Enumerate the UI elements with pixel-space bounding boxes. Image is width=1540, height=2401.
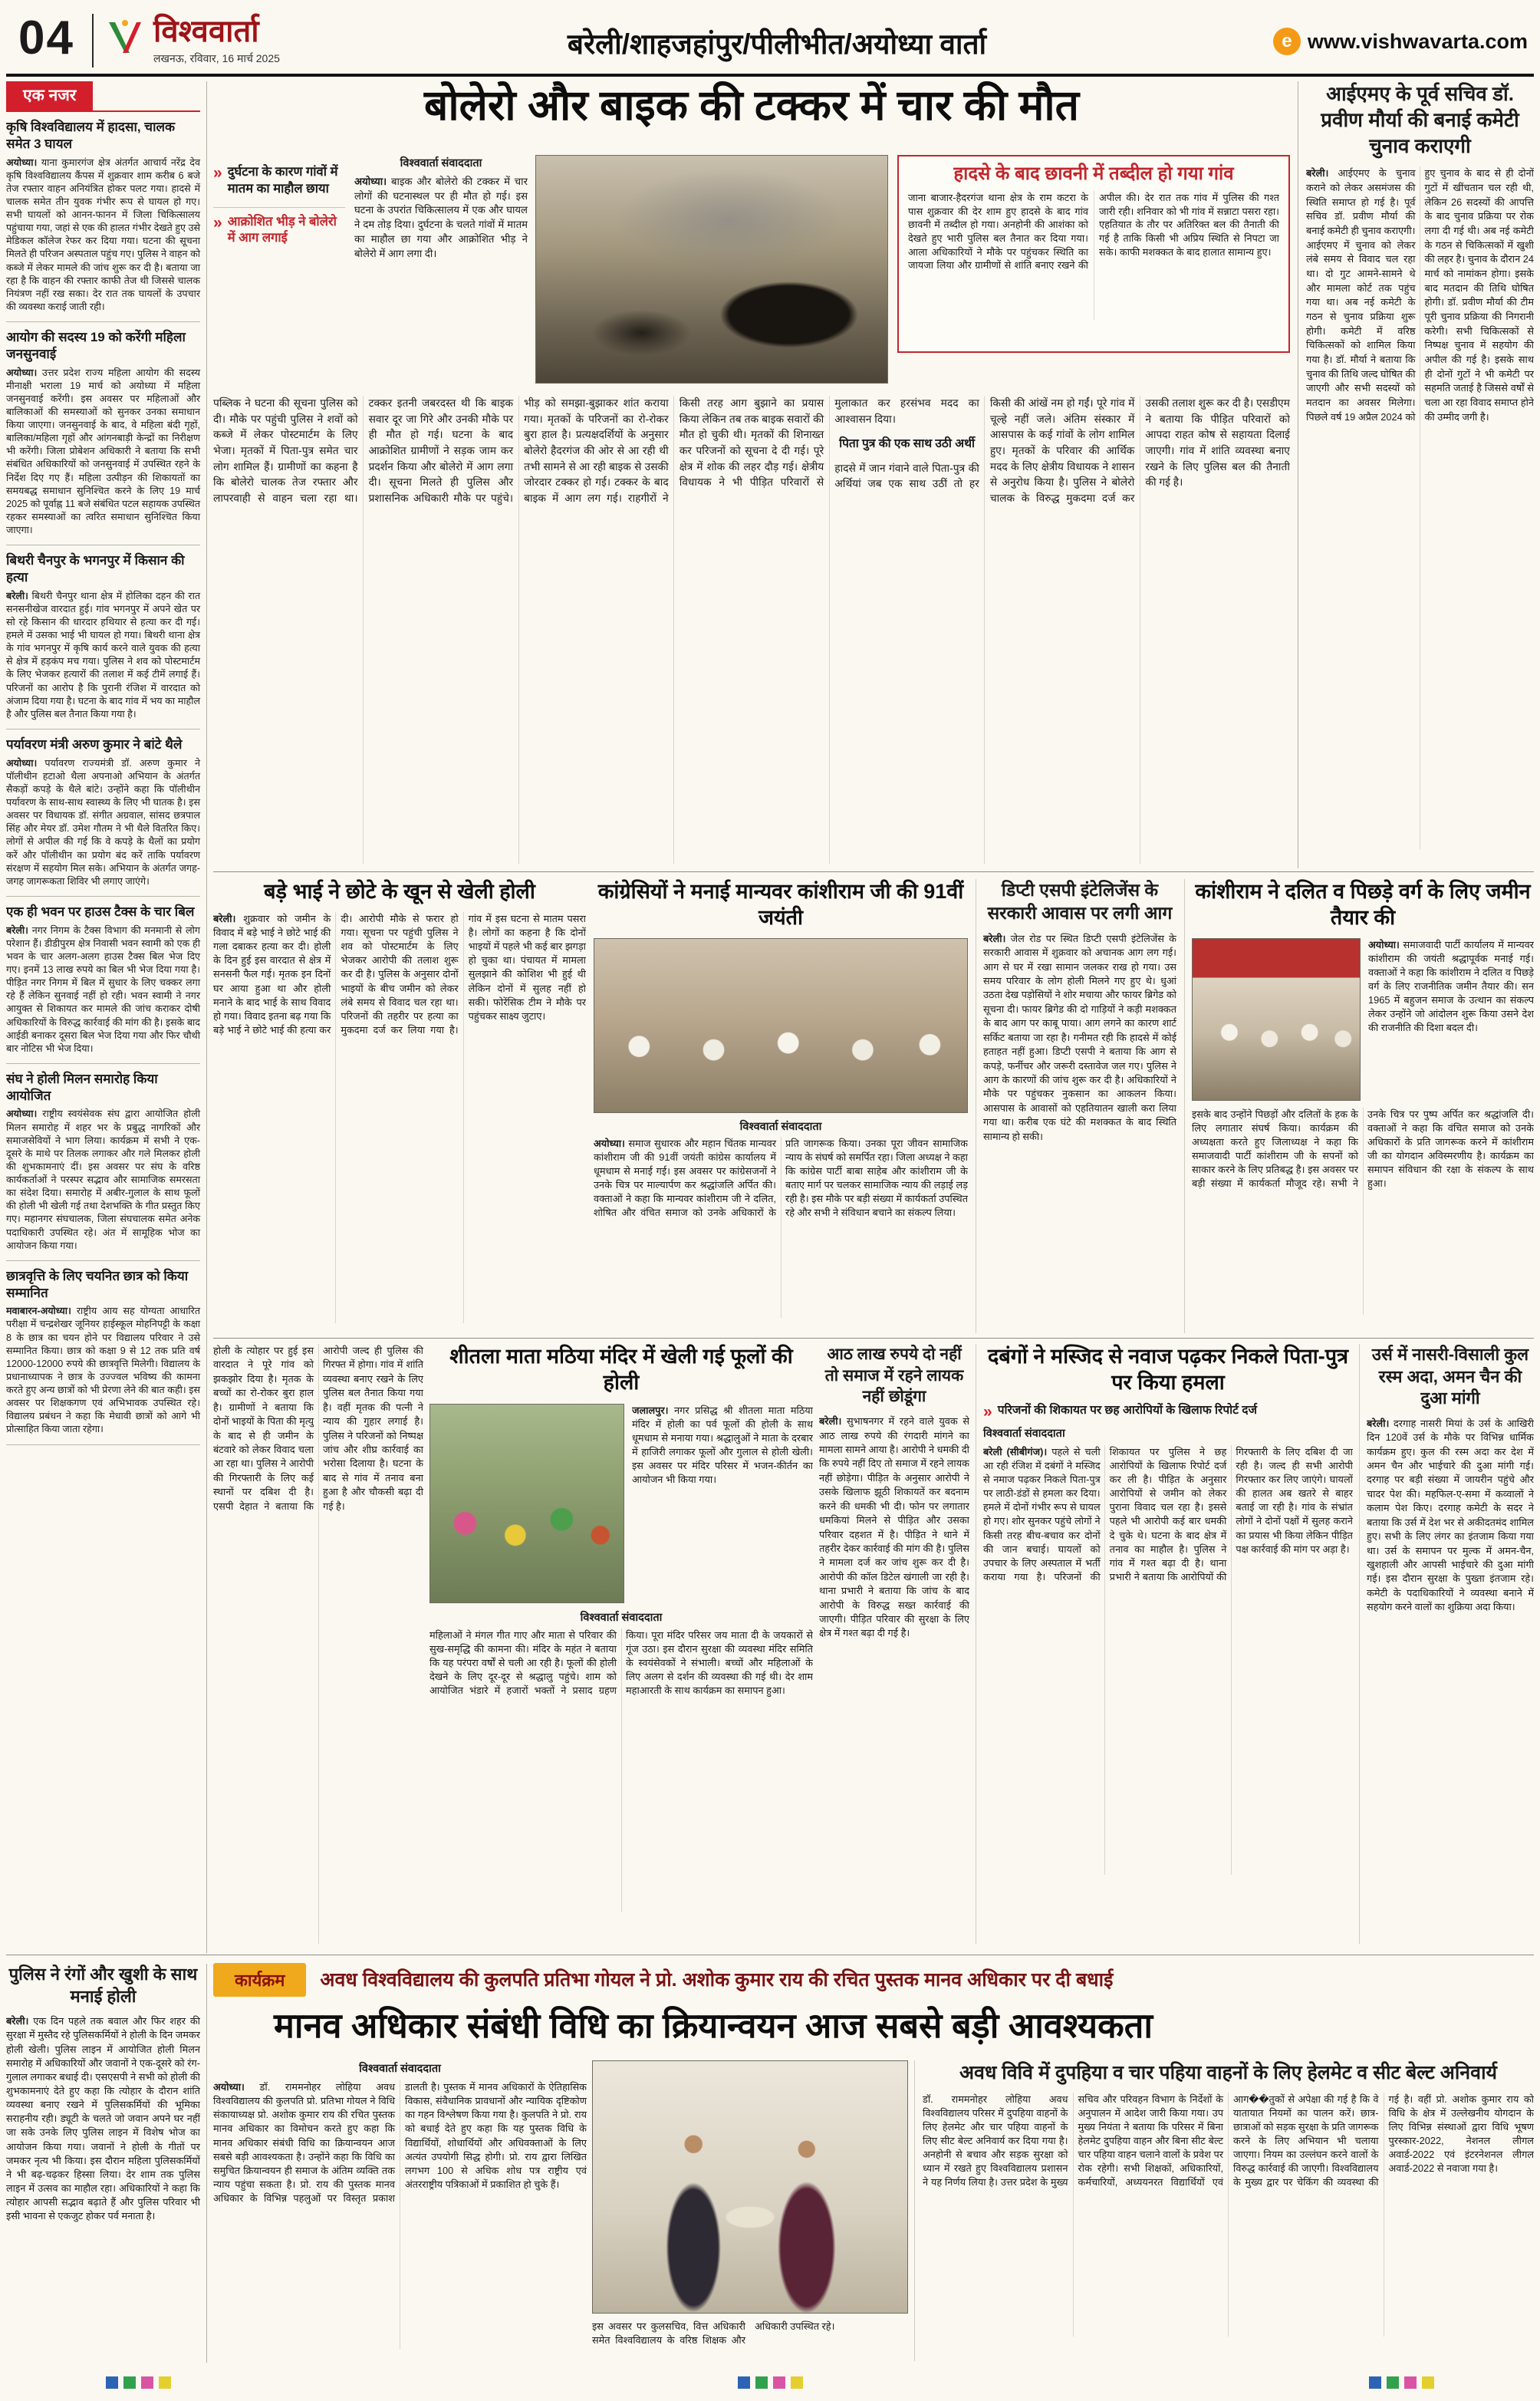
body-text: पहले से चली आ रही रंजिश में दबंगों ने मस्जिद से नमाज पढ़कर निकले पिता-पुत्र पर लाठी-डंडों से हमला कर दिया। हमले में दोनों गंभीर रूप से घायल हो गए। शोर सुनकर पहुंचे लोगों ने किसी तरह बीच-बचाव कर दोनों की जान बचाई। घायलों को उपचार के लिए अस्पताल में भर्ती कराया गया है। परिजनों की शिकायत पर पुलिस ने छह आरोपियों के खिलाफ रिपोर्ट दर्ज कर ली है। पीड़ित के अनुसार आरोपियों से जमीन को लेकर पुराना विवाद चल रहा है। इससे पहले भी आरोपी कई बार धमकी दे चुके थे। घटना के बाद क्षेत्र में तनाव का माहौल है। पुलिस ने गांव में गश्त बढ़ा दी है। थाना प्रभारी ने बताया कि आरोपियों की गिरफ्तारी के लिए दबिश दी जा रही है। जल्द ही सभी आरोपी गिरफ्तार कर लिए जाएंगे। घायलों की हालत अब खतरे से बाहर बताई जा रही है। गांव के संभ्रांत लोगों ने दोनों पक्षों में सुलह कराने का प्रयास भी किया लेकिन पीड़ित पक्ष कार्रवाई की मांग पर अड़ा है। xyxy=(983,1445,1353,1583)
article-body: डॉ. राममनोहर लोहिया अवध विश्वविद्यालय परिसर में दुपहिया वाहनों के लिए हेलमेट और चार पहिया वाहनों के लिए सीट बेल्ट अनिवार्य कर दिया गया है। अनहोनी से बचाव और सड़क सुरक्षा को ध्यान में रखते हुए विश्वविद्यालय प्रशासन ने यह निर्णय लिया है। उत्तर प्रदेश के मुख्य सचिव और परिवहन विभाग के निर्देशों के अनुपालन में आदेश जारी किया गया। उप मुख्य नियंता ने बताया कि परिसर में बिना हेलमेट दुपहिया वाहन और बिना सीट बेल्ट चार पहिया वाहन चलाने वालों के प्रवेश पर रोक रहेगी। सभी शिक्षकों, अधिकारियों, कर्मचारियों, अध्ययनरत विद्यार्थियों एवं आग��तुकों से अपेक्षा की गई है कि वे यातायात नियमों का पालन करें। छात्र-छात्राओं को सड़क सुरक्षा के प्रति जागरूक करने के लिए अभियान भी चलाया जाएगा। नियम का उल्लंघन करने वालों के विरुद्ध कार्रवाई की जाएगी। विश्वविद्यालय के मुख्य द्वार पर चेकिंग की व्यवस्था की गई है। वहीं प्रो. अशोक कुमार राय को विधि के क्षेत्र में उल्लेखनीय योगदान के लिए विभिन्न संस्थाओं द्वारा विधि भूषण पुरस्कार-2022, नेशनल लीगल अवार्ड-2022 एवं इंटरनेशनल लीगल अवार्ड-2022 से नवाजा गया है। xyxy=(923,2093,1534,2189)
color-mark xyxy=(1422,2376,1434,2389)
dateline: बरेली। xyxy=(819,1415,842,1428)
article-headline: दबंगों ने मस्जिद से नवाज पढ़कर निकले पिता-पुत्र पर किया हमला xyxy=(987,1345,1348,1394)
body-text: राष्ट्रीय आय सह योग्यता आधारित परीक्षा में चन्द्रशेखर जूनियर हाईस्कूल मोहनिपट्टी के कक्षा 8 के छात्र का चयन होने पर विद्यालय परिवार ने उसे सम्मानित किया। छात्र को कक्षा 9 से 12 तक प्रति वर्ष 12000-12000 रुपये की छात्रवृत्ति मिलेगी। विद्यालय के प्रधानाध्यापक ने छात्र के उज्ज्वल भविष्य की कामना करते हुए अन्य छात्रों को भी प्रेरणा लेने की बात कही। इस अवसर पर शिक्षकगण एवं अभिभावक उपस्थित रहे। विद्यालय प्रबंधन ने कहा कि मेधावी छात्रों को आगे भी प्रोत्साहित किया जाता रहेगा। xyxy=(6,1306,201,1435)
dateline: मवाबारन-अयोध्या। xyxy=(6,1306,71,1317)
ek-najar-article xyxy=(6,730,200,897)
byline: विश्ववार्ता संवाददाता xyxy=(983,1427,1065,1440)
newspaper-logo xyxy=(104,15,280,66)
article-headline: आईएमए के पूर्व सचिव डॉ. प्रवीण मौर्या की बनाई कमेटी चुनाव कराएगी xyxy=(1321,82,1519,157)
article-body xyxy=(6,757,200,888)
bullet-item xyxy=(213,158,345,208)
article-body xyxy=(632,1404,813,1603)
dateline: बरेली (सीबीगंज)। xyxy=(983,1445,1048,1457)
article-strap xyxy=(983,1403,1353,1421)
ek-najar-article xyxy=(6,112,200,322)
ek-najar-article xyxy=(6,1261,200,1445)
article-body xyxy=(213,2080,587,2349)
article-headline: कृषि विश्वविद्यालय में हादसा, चालक समेत 3 घायल xyxy=(6,120,176,151)
helmet-seatbelt-story xyxy=(914,2060,1534,2361)
ek-najar-article xyxy=(6,545,200,730)
sub-headline: पिता पुत्र की एक साथ उठी अर्थी xyxy=(839,437,975,451)
article-body xyxy=(983,932,1176,1300)
website-e-icon: e xyxy=(1273,28,1301,55)
dateline: अयोध्या। xyxy=(1368,938,1400,950)
dateline: अयोध्या। xyxy=(6,757,38,769)
article-headline: उर्स में नासरी-विसाली कुल रस्म अदा, अमन चैन की दुआ मांगी xyxy=(1371,1345,1529,1408)
article-headline: अवध विवि में दुपहिया व चार पहिया वाहनों के लिए हेलमेट व सीट बेल्ट अनिवार्य xyxy=(959,2062,1498,2083)
congress-kanshiram-story xyxy=(594,879,968,1333)
article-headline: शीतला माता मठिया मंदिर में खेली गई फूलों की होली xyxy=(449,1345,793,1394)
police-holi-story xyxy=(6,1964,207,2363)
strap-text: परिजनों की शिकायत पर छह आरोपियों के खिलाफ रिपोर्ट दर्ज xyxy=(997,1403,1257,1417)
registration-marks xyxy=(106,2376,171,2390)
body-text: समाज सुधारक और महान चिंतक मान्यवर कांशीराम जी की 91वीं जयंती कांग्रेस कार्यालय में धूमधाम से मनाई गई। इस अवसर पर कांग्रेसजनों ने उनके चित्र पर माल्यार्पण कर श्रद्धांजलि अर्पित की। वक्ताओं ने कहा कि मान्यवर कांशीराम जी ने दलित, शोषित और वंचित समाज को उनके अधिकारों के प्रति जागरूक किया। उनका पूरा जीवन सामाजिक न्याय के संघर्ष को समर्पित रहा। जिला अध्यक्ष ने कहा कि कांग्रेस पार्टी बाबा साहेब और कांशीराम जी के बताए मार्ग पर चलकर सामाजिक न्याय की लड़ाई लड़ रही है। इस मौके पर बड़ी संख्या में कार्यकर्ता उपस्थित रहे और सभी ने संविधान बचाने का संकल्प लिया। xyxy=(594,1137,968,1219)
masthead xyxy=(6,5,1534,77)
bullet-text: आक्रोशित भीड़ ने बोलेरो में आग लगाई xyxy=(227,214,337,245)
ima-election-story xyxy=(1298,81,1534,868)
article-body xyxy=(1368,938,1534,1101)
byline: विश्ववार्ता संवाददाता xyxy=(739,1120,822,1133)
main-story xyxy=(213,155,1290,865)
article-body xyxy=(6,590,200,721)
article-headline: बिथरी चैनपुर के भगनपुर में किसान की हत्या xyxy=(6,553,185,585)
article-body xyxy=(983,1445,1353,1875)
masthead-divider xyxy=(92,14,94,68)
color-mark xyxy=(1387,2376,1399,2389)
main-headline: बोलेरो और बाइक की टक्कर में चार की मौत xyxy=(423,81,1080,129)
phoolon-holi-story xyxy=(429,1344,813,1944)
byline: विश्ववार्ता संवाददाता xyxy=(359,2063,441,2075)
dateline: अयोध्या। xyxy=(6,156,38,168)
human-rights-story-continued: इस अवसर पर कुलसचिव, वित्त अधिकारी समेत विश्वविद्यालय के वरिष्ठ शिक्षक और अधिकारी उपस्थित रहे। xyxy=(592,2320,835,2346)
byline: विश्ववार्ता संवाददाता xyxy=(580,1611,663,1624)
body-text: हादसे में जान गंवाने वाले पिता-पुत्र की अर्थियां जब एक साथ उठीं तो हर किसी की आंखें नम हो गईं। पूरे गांव में चूल्हे नहीं जले। अंतिम संस्कार में आसपास के कई गांवों के लोग शामिल हुए। मृतकों के परिवार की आर्थिक मदद के लिए क्षेत्रीय विधायक ने शासन से अनुरोध किया है। पुलिस ने बोलेरो चालक के विरुद्ध मुकदमा दर्ज कर उसकी तलाश शुरू कर दी है। एसडीएम ने बताया कि पीड़ित परिवारों को आपदा राहत कोष से सहायता दिलाई जाएगी। गांव में शांति व्यवस्था बनाए रखने के लिए पुलिस बल की तैनाती की गई है। xyxy=(834,397,1290,505)
book-presentation-photo xyxy=(592,2060,908,2314)
article-body xyxy=(6,1108,200,1252)
article-headline: आयोग की सदस्य 19 को करेंगी महिला जनसुनवाई xyxy=(6,330,186,361)
program-strap-text: अवध विश्वविद्यालय की कुलपति प्रतिभा गोयल ने प्रो. अशोक कुमार राय की रचित पुस्तक मानव अधिकार पर दी बधाई xyxy=(320,1969,1114,1991)
color-mark xyxy=(106,2376,118,2389)
chevrons-icon: » xyxy=(213,213,222,232)
dateline: बरेली। xyxy=(1306,167,1329,179)
article-headline: छात्रवृत्ति के लिए चयनित छात्र को किया सम्मानित xyxy=(6,1268,189,1300)
article-media-row xyxy=(1192,938,1534,1101)
brother-murder-story xyxy=(213,879,586,1333)
color-mark xyxy=(791,2376,803,2389)
ek-najar-label: एक नजर xyxy=(6,81,93,110)
dateline: अयोध्या। xyxy=(6,1108,38,1120)
article-headline: संघ ने होली मिलन समारोह किया आयोजित xyxy=(6,1071,158,1103)
bullet-text: दुर्घटना के कारण गांवों में मातम का माहौल छाया xyxy=(227,165,338,196)
chevrons-icon: » xyxy=(213,164,222,182)
body-text: पब्लिक ने घटना की सूचना पुलिस को दी। मौके पर पहुंची पुलिस ने शवों को कब्जे में लेकर पोस्टमार्टम के लिए भेजा। मृतकों में पिता-पुत्र समेत चार लोग शामिल हैं। ग्रामीणों का कहना है कि बोलेरो चालक तेज रफ्तार और लापरवाही से वाहन चला रहा था। टक्कर इतनी जबरदस्त थी कि बाइक सवार दूर जा गिरे और उनकी मौके पर ही मौत हो गई। घटना के बाद आक्रोशित ग्रामीणों ने सड़क जाम कर प्रदर्शन किया और बोलेरो में आग लगा दी। सूचना मिलते ही पुलिस और प्रशासनिक अधिकारी मौके पर पहुंचे। भीड़ को समझा-बुझाकर शांत कराया गया। मृतकों के परिजनों का रो-रोकर बुरा हाल है। प्रत्यक्षदर्शियों के अनुसार बोलेरो हैदरगंज की ओर से आ रही थी तभी सामने से आ रही बाइक से उसकी जोरदार टक्कर हो गई। टक्कर के बाद बाइक में आग लग गई। राहगीरों ने किसी तरह आग बुझाने का प्रयास किया लेकिन तब तक बाइक सवारों की मौत हो चुकी थी। मृतकों की शिनाख्त कर परिजनों को सूचना दे दी गई। पूरे क्षेत्र में शोक की लहर दौड़ गई। क्षेत्रीय विधायक ने भी पीड़ित परिवारों से मुलाकात कर हरसंभव मदद का आश्वासन दिया। xyxy=(213,397,979,505)
extortion-threat-story xyxy=(819,1344,969,1944)
registration-marks xyxy=(738,2376,803,2390)
body-text: जेल रोड पर स्थित डिप्टी एसपी इंटेलिजेंस के सरकारी आवास में शुक्रवार को अचानक आग लग गई। आग से घर में रखा सामान जलकर राख हो गया। उस समय परिवार के लोग होली मिलने गए हुए थे। धुआं उठता देख पड़ोसियों ने शोर मचाया और फायर ब्रिगेड को सूचना दी। फायर ब्रिगेड की दो गाड़ियों ने कड़ी मशक्कत के बाद आग पर काबू पाया। आग लगने का कारण शार्ट सर्किट बताया जा रहा है। गनीमत रही कि हादसे में कोई हताहत नहीं हुआ। डिप्टी एसपी ने बताया कि आग से कपड़े, फर्नीचर और जरूरी दस्तावेज जल गए। पुलिस ने आग के कारणों की जांच शुरू कर दी है। अधिकारियों ने मौके पर पहुंचकर नुकसान का आकलन किया। आसपास के आवासों को एहतियातन खाली करा लिया गया था। करीब एक घंटे की मशक्कत के बाद स्थिति सामान्य हो सकी। xyxy=(983,932,1176,1142)
body-text: नगर प्रसिद्ध श्री शीतला माता मठिया मंदिर में होली का पर्व फूलों की होली के साथ धूमधाम से मनाया गया। श्रद्धालुओं ने माता के दरबार में हाजिरी लगाकर फूलों और गुलाल से होली खेली। इस अवसर पर मंदिर परिसर में भजन-कीर्तन का आयोजन भी किया गया। xyxy=(632,1404,813,1486)
dateline: जलालपुर। xyxy=(632,1404,669,1416)
ek-najar-header xyxy=(6,81,200,112)
ek-najar-column xyxy=(6,81,207,1953)
body-text: सुभाषनगर में रहने वाले युवक से आठ लाख रुपये की रंगदारी मांगने का मामला सामने आया है। आरोपी ने धमकी दी कि रुपये नहीं दिए तो समाज में रहने लायक नहीं छोड़ेगा। पीड़ित के अनुसार आरोपी ने उसके खिलाफ झूठी शिकायतें कर बदनाम करने की धमकी भी दी। फोन पर लगातार धमकियां मिलने से पीड़ित और उसका परिवार दहशत में है। पीड़ित ने थाने में तहरीर देकर कार्रवाई की मांग की है। पुलिस ने मामला दर्ज कर जांच शुरू कर दी है। आरोपी की कॉल डिटेल खंगाली जा रही है। थाना प्रभारी ने बताया कि जांच के बाद आरोपी के विरुद्ध सख्त कार्रवाई की जाएगी। पीड़ित परिवार की सुरक्षा के लिए क्षेत्र में गश्त बढ़ा दी गई है। xyxy=(819,1415,969,1639)
color-mark xyxy=(141,2376,153,2389)
body-text: उत्तर प्रदेश राज्य महिला आयोग की सदस्य मीनाक्षी भराला 19 मार्च को अयोध्या में महिला जनसुनवाई करेंगी। इस अवसर पर महिलाओं और बालिकाओं की समस्याओं को सुनकर उनका समाधान किया जाएगा। जनसुनवाई के बाद, वे महिला बंदी गृहों, बालिका/महिला गृहों और आंगनबाड़ी केन्द्रों का निरीक्षण भी करेंगी। जिला प्रोबेशन अधिकारी ने बताया कि सभी संबंधित अधिकारियों को जनसुनवाई में उपस्थित रहने के निर्देश दिए गए हैं। महिला उत्पीड़न की शिकायतों का समयबद्ध समाधान सुनिश्चित करने के लिए 19 मार्च 2025 को पूर्वाह्न 11 बजे संबंधित पटल सहायक उपस्थित रहकर समस्याओं का त्वरित समाधान सुनिश्चित किया जाएगा। xyxy=(6,367,201,535)
article-headline: कांशीराम ने दलित व पिछड़े वर्ग के लिए जमीन तैयार की xyxy=(1195,880,1531,929)
website-link[interactable] xyxy=(1273,28,1528,55)
side-story-box xyxy=(897,155,1290,353)
article-headline: कांग्रेसियों ने मनाई मान्यवर कांशीराम जी की 91वीं जयंती xyxy=(597,880,964,929)
logo-v-icon xyxy=(104,15,146,58)
article-headline: बड़े भाई ने छोटे के खून से खेली होली xyxy=(264,880,535,903)
body-text: याना कुमारगंज क्षेत्र अंतर्गत आचार्य नरेंद्र देव कृषि विश्वविद्यालय कैंपस में शुक्रवार शाम करीब 6 बजे तेज रफ्तार वाहन अनियंत्रित होकर पलट गया। हादसे में चालक समेत तीन युवक गंभीर रूप से घायल हो गए। सभी घायलों को आनन-फानन में जिला चिकित्सालय पहुंचाया गया, जहां से एक की हालत गंभीर देखते हुए उसे मेडिकल कॉलेज रेफर कर दिया गया। घटना की सूचना मिलते ही परिजन अस्पताल पहुंच गए। पुलिस ने वाहन को कब्जे में लेकर मामले की जांच शुरू कर दी है। बताया जा रहा है कि वाहन की रफ्तार काफी तेज थी जिससे चालक नियंत्रण नहीं रख सका। देर रात तक घायलों के उपचार की व्यवस्था कराई जाती रही। xyxy=(6,156,200,312)
article-body xyxy=(6,156,200,315)
color-mark xyxy=(738,2376,750,2389)
phoolon-holi-photo xyxy=(429,1404,624,1603)
color-mark xyxy=(159,2376,171,2389)
dateline: बरेली। xyxy=(6,924,28,936)
congress-event-photo xyxy=(594,938,968,1113)
edition-title: बरेली/शाहजहांपुर/पीलीभीत/अयोध्या वार्ता xyxy=(567,28,987,60)
main-story-lead xyxy=(354,155,528,387)
article-body xyxy=(6,367,200,538)
article-headline: आठ लाख रुपये दो नहीं तो समाज में रहने लायक नहीं छोडूंगा xyxy=(824,1345,964,1406)
article-body xyxy=(6,924,200,1056)
human-rights-story xyxy=(213,2060,587,2361)
dateline: बरेली। xyxy=(6,2015,29,2027)
main-story-bullets xyxy=(213,158,345,256)
article-body xyxy=(1306,166,1534,849)
brother-murder-story-continued: होली के त्योहार पर हुई इस वारदात ने पूरे गांव को झकझोर दिया है। मृतक के बच्चों का रो-रोकर बुरा हाल है। ग्रामीणों ने बताया कि दोनों भाइयों के पिता की मृत्यु के बाद से ही जमीन के बंटवारे को लेकर विवाद चला आ रहा था। पुलिस ने आरोपी की गिरफ्तारी के लिए कई स्थानों पर दबिश दी है। एसपी देहात ने बताया कि आरोपी जल्द ही पुलिस की गिरफ्त में होगा। गांव में शांति व्यवस्था बनाए रखने के लिए पुलिस बल तैनात किया गया है। वहीं मृतक की पत्नी ने न्याय की गुहार लगाई है। पुलिस ने परिजनों को निष्पक्ष जांच और शीघ्र कार्रवाई का भरोसा दिलाया है। घटना के बाद से गांव में तनाव बना हुआ है और चौकसी बढ़ा दी गई है। xyxy=(213,1345,423,1512)
body-text: समाजवादी पार्टी कार्यालय में मान्यवर कांशीराम की जयंती श्रद्धापूर्वक मनाई गई। वक्ताओं ने कहा कि कांशीराम ने दलित व पिछड़े वर्ग के लिए राजनीतिक जमीन तैयार की। सन 1965 में बहुजन समाज के उत्थान का संकल्प लेकर उन्होंने जो आंदोलन शुरू किया उसने देश की राजनीति की दिशा बदल दी। xyxy=(1368,938,1534,1034)
article-body xyxy=(213,912,586,1323)
dateline: बरेली। xyxy=(213,912,236,924)
article-body xyxy=(6,1305,200,1436)
section-divider xyxy=(213,871,1534,872)
body-text: पर्यावरण राज्यमंत्री डॉ. अरुण कुमार ने पॉलीथीन हटाओ थैला अपनाओ अभियान के अंतर्गत सैकड़ों कपड़े के थैले बांटे। उन्होंने कहा कि पॉलीथीन पर्यावरण के साथ-साथ स्वास्थ्य के लिए भी घातक है। इस अवसर पर विधायक डॉ. संगीत अग्रवाल, सांसद छत्रपाल सिंह और मेयर डॉ. उमेश गौतम ने भी थैले वितरित किए। लोगों से अपील की गई कि वे कपड़े के थैलों का प्रयोग करें और पॉलीथीन का प्रयोग बंद करें ताकि पर्यावरण संरक्षण में सहयोग मिल सके। अभियान के अंतर्गत जगह-जगह जागरूकता शिविर भी लगाए जाएंगे। xyxy=(6,757,201,887)
website-url: www.vishwavarta.com xyxy=(1307,29,1528,53)
article-headline: डिप्टी एसपी इंटेलिजेंस के सरकारी आवास पर लगी आग xyxy=(987,880,1173,923)
dateline: बरेली। xyxy=(1367,1417,1390,1429)
byline: विश्ववार्ता संवाददाता xyxy=(400,157,482,170)
body-text: राष्ट्रीय स्वयंसेवक संघ द्वारा आयोजित होली मिलन समारोह में शहर भर के प्रबुद्ध नागरिकों और समाजसेवियों ने भाग लिया। कार्यक्रम में सभी ने एक-दूसरे के माथे पर तिलक लगाकर और गले मिलकर होली की शुभकामनाएं दीं। इस अवसर पर संघ के वरिष्ठ कार्यकर्ताओं ने परस्पर सद्भाव और सामाजिक समरसता का संदेश दिया। समारोह में अबीर-गुलाल के साथ फूलों की होली भी खेली गई तथा देशभक्ति के गीत प्रस्तुत किए गए। महानगर संघचालक, जिला संघचालक समेत अनेक पदाधिकारी उपस्थित रहे। अंत में सामूहिक भोज का आयोजन किया गया। xyxy=(6,1108,200,1251)
article-body-continued: महिलाओं ने मंगल गीत गाए और माता से परिवार की सुख-समृद्धि की कामना की। मंदिर के महंत ने बताया कि यह परंपरा वर्षों से चली आ रही है। फूलों की होली देखने के लिए दूर-दूर से श्रद्धालु पहुंचे। शाम को आयोजित भंडारे में हजारों भक्तों ने प्रसाद ग्रहण किया। पूरा मंदिर परिसर जय माता दी के जयकारों से गूंज उठा। इस दौरान सुरक्षा की व्यवस्था मंदिर समिति के स्वयंसेवकों ने संभाली। बच्चों और महिलाओं के लिए अलग से दर्शन की व्यवस्था की गई थी। देर शाम महाआरती के साथ कार्यक्रम का समापन हुआ। xyxy=(429,1629,813,1697)
logo-dateline: लखनऊ, रविवार, 16 मार्च 2025 xyxy=(153,52,280,64)
article-headline: पर्यावरण मंत्री अरुण कुमार ने बांटे थैले xyxy=(6,736,183,752)
dsp-house-fire-story xyxy=(976,879,1176,1333)
body-text: एक दिन पहले तक बवाल और फिर शहर की सुरक्षा में मुस्तैद रहे पुलिसकर्मियों ने होली के दिन जमकर होली खेली। पुलिस लाइन में आयोजित होली मिलन समारोह में अधिकारियों और जवानों ने एक-दूसरे को रंग-गुलाल लगाकर बधाई दी। एसएसपी ने सभी को होली की शुभकामनाएं देते हुए कहा कि त्योहार के दौरान शांति व्यवस्था बनाए रखने में पुलिसकर्मियों की भूमिका सराहनीय रही। ड्यूटी के चलते जो जवान अपने घर नहीं जा सके उनके लिए पुलिस लाइन में विशेष भोज का आयोजन किया गया। जवानों ने होली के गीतों पर जमकर नृत्य भी किया। इस दौरान महिला पुलिसकर्मियों ने भी बढ़-चढ़कर हिस्सा लिया। देर शाम तक पुलिस लाइन में उत्सव का माहौल रहा। अधिकारियों ने कहा कि त्योहार आपसी सद्भाव बढ़ाते हैं और पुलिस परिवार भी इसी भावना से एकजुट होकर पर्व मनाता है। xyxy=(6,2015,200,2222)
side-box-headline: हादसे के बाद छावनी में तब्दील हो गया गांव xyxy=(953,163,1234,184)
article-body-continued: इसके बाद उन्होंने पिछड़ों और दलितों के हक के लिए लगातार संघर्ष किया। कार्यक्रम की अध्यक्षता करते हुए जिलाध्यक्ष ने कहा कि समाजवादी पार्टी कांशीराम जी के सपनों को साकार करने के लिए प्रतिबद्ध है। इस अवसर पर बड़ी संख्या में कार्यकर्ता मौजूद रहे। सभी ने उनके चित्र पर पुष्प अर्पित कर श्रद्धांजलि दी। वक्ताओं ने कहा कि वंचित समाज को उनके अधिकारों के प्रति जागरूक करने में कांशीराम जी का योगदान अविस्मरणीय है। कार्यक्रम का समापन संविधान की रक्षा के संकल्प के साथ हुआ। xyxy=(1192,1108,1534,1190)
body-text: डॉ. राममनोहर लोहिया अवध विश्वविद्यालय की कुलपति प्रो. प्रतिभा गोयल ने विधि संकायाध्यक्ष प्रो. अशोक कुमार राय की रचित पुस्तक मानव अधिकार का विमोचन करते हुए कहा कि मानव अधिकार संबंधी विधि का क्रियान्वयन आज सबसे बड़ी आवश्यकता है। उन्होंने कहा कि विधि का समुचित क्रियान्वयन ही समाज के अंतिम व्यक्ति तक न्याय पहुंचा सकता है। प्रो. राय की पुस्तक मानव अधिकार के विभिन्न पहलुओं पर विस्तृत प्रकाश डालती है। पुस्तक में मानव अधिकारों के ऐतिहासिक विकास, संवैधानिक प्रावधानों और न्यायिक दृष्टिकोण का गहन विश्लेषण किया गया है। कुलपति ने प्रो. राय को बधाई देते हुए कहा कि यह पुस्तक विधि के विद्यार्थियों, शोधार्थियों और अधिवक्ताओं के लिए अत्यंत उपयोगी सिद्ध होगी। प्रो. राय द्वारा लिखित लगभग 100 से अधिक शोध पत्र राष्ट्रीय एवं अंतरराष्ट्रीय पत्रिकाओं में प्रकाशित हो चुके हैं। xyxy=(213,2081,587,2205)
side-box-body: जाना बाजार-हैदरगंज थाना क्षेत्र के राम कटरा के पास शुक्रवार की देर शाम हुए हादसे के बाद गांव छावनी में तब्दील हो गया। अनहोनी की आशंका को देखते हुए भारी पुलिस बल तैनात कर दिया गया। आला अधिकारियों ने मौके पर पहुंचकर स्थिति का जायजा लिया और ग्रामीणों से शांति बनाए रखने की अपील की। देर रात तक गांव में पुलिस की गश्त जारी रही। शनिवार को भी गांव में सन्नाटा पसरा रहा। एहतियात के तौर पर अतिरिक्त बल की तैनाती की गई है ताकि किसी भी अप्रिय स्थिति से निपटा जा सके। काफी मशक्कत के बाद हालात सामान्य हुए। xyxy=(908,192,1279,272)
mosque-attack-story xyxy=(976,1344,1353,1944)
dateline: अयोध्या। xyxy=(213,2081,245,2093)
print-registration-strip xyxy=(6,2376,1534,2390)
kanshiram-banner-photo xyxy=(1192,938,1361,1101)
article-body xyxy=(819,1415,969,1905)
dateline: अयोध्या। xyxy=(594,1137,625,1149)
color-mark xyxy=(123,2376,136,2389)
dateline: बरेली। xyxy=(983,932,1006,944)
color-mark xyxy=(1404,2376,1417,2389)
page-number: 04 xyxy=(18,12,74,64)
article-body xyxy=(594,1137,968,1318)
article-media-row xyxy=(429,1404,813,1603)
dateline: अयोध्या। xyxy=(6,367,38,378)
body-text: बिथरी चैनपुर थाना क्षेत्र में होलिका दहन की रात सनसनीखेज वारदात हुई। गांव भगनपुर में अपने खेत पर सो रहे किसान की धारदार हथियार से हत्या कर दी गई। हमले में उसका भाई भी घायल हो गया। बिथरी थाना क्षेत्र के गांव भगनपुर में कृषि कार्य करने वाले युवक की हत्या से क्षेत्र में हड़कंप मच गया। पुलिस ने शव को पोस्टमार्टम के लिए भेजकर हत्यारों की तलाश में कई टीमें लगाई हैं। परिजनों का आरोप है कि पुरानी रंजिश में वारदात को अंजाम दिया गया है। घटना के बाद गांव में भय का माहौल है और पुलिस बल तैनात किया गया है। xyxy=(6,590,201,720)
body-text: आईएमए के चुनाव कराने को लेकर असमंजस की स्थिति समाप्त हो गई है। पूर्व सचिव डॉ. प्रवीण मौर्या की बनाई कमेटी ही चुनाव कराएगी। आईएमए में चुनाव को लेकर लंबे समय से विवाद चल रहा था। दो गुट आमने-सामने थे और मामला कोर्ट तक पहुंच गया था। अब नई कमेटी के गठन से चुनाव प्रक्रिया शुरू होगी। कमेटी में वरिष्ठ चिकित्सकों को शामिल किया गया है। डॉ. मौर्या ने बताया कि चुनाव की तिथि जल्द घोषित की जाएगी और सभी सदस्यों को मतदान का अवसर मिलेगा। पिछले वर्ष 19 अप्रैल 2024 को हुए चुनाव के बाद से ही दोनों गुटों में खींचतान चल रही थी, लेकिन 26 सदस्यों की आपत्ति के बाद चुनाव प्रक्रिया पर रोक लगा दी गई थी। अब नई कमेटी के गठन से चिकित्सकों में खुशी की लहर है। चुनाव के दौरान 24 मार्च को नामांकन होगा। इसके बाद मतदान की तिथि घोषित होगी। डॉ. प्रवीण मौर्या की टीम पूरी चुनाव प्रक्रिया की निगरानी करेगी। सभी चिकित्सकों से निष्पक्ष चुनाव में सहयोग की अपील की गई है। इसके साथ ही दोनों गुटों ने भी कमेटी पर सहमति जताई है जिससे वर्षों से चला आ रहा विवाद समाप्त होने की उम्मीद जगी है। xyxy=(1306,167,1534,423)
body-text: दरगाह नासरी मियां के उर्स के आखिरी दिन 120वें उर्स के मौके पर विभिन्न धार्मिक कार्यक्रम हुए। कुल की रस्म अदा कर देश में अमन चैन और भाईचारे की दुआ मांगी गई। दरगाह पर बड़ी संख्या में जायरीन पहुंचे और चादर पेश की। महफिल-ए-समा में कव्वालों ने कलाम पेश किए। दरगाह कमेटी के सदर ने बताया कि उर्स में देश भर से अकीदतमंद शामिल हुए। सभी के लिए लंगर का इंतजाम किया गया था। उर्स के समापन पर मुल्क में अमन-चैन, खुशहाली और आपसी भाईचारे की दुआ मांगी गई। इस दौरान सुरक्षा के पुख्ता इंतजाम रहे। कमेटी के पदाधिकारियों ने व्यवस्था बनाने में सहयोग करने वालों का शुक्रिया अदा किया। xyxy=(1367,1417,1534,1613)
kanshiram-legacy-story xyxy=(1184,879,1534,1333)
color-mark xyxy=(755,2376,768,2389)
urs-story xyxy=(1359,1344,1534,1944)
ek-najar-article xyxy=(6,1064,200,1261)
body-text: बाइक और बोलेरो की टक्कर में चार लोगों की घटनास्थल पर ही मौत हो गई। इस घटना के उपरांत चिकित्सालय में एक और घायल ने दम तोड़ दिया। दुर्घटना के चलते गांवों में मातम का माहौल छा गया और आक्रोशित भीड़ ने बोलेरो में आग लगा दी। xyxy=(354,176,528,259)
ek-najar-article xyxy=(6,897,200,1064)
body-text: नगर निगम के टैक्स विभाग की मनमानी से लोग परेशान हैं। डीडीपुरम क्षेत्र निवासी भवन स्वामी को एक ही भवन के चार अलग-अलग हाउस टैक्स बिल भेज दिए गए। इनमें 13 लाख रुपये का बिल भी भेज दिया गया है। पीड़ित नगर निगम में बिल में सुधार के लिए चक्कर लगा रहे हैं लेकिन सुनवाई नहीं हो रही। भवन स्वामी ने नगर आयुक्त से शिकायत कर मामले की जांच कराकर दोषी अधिकारियों के विरुद्ध कार्रवाई की मांग की है। इसके बाद आईडी बनाकर दूसरा बिल भेज दिया गया और फिर चौथी बार नोटिस भी भेज दिया। xyxy=(6,924,200,1054)
bullet-item xyxy=(213,208,345,257)
dateline: बरेली। xyxy=(6,590,28,601)
accident-photo xyxy=(535,155,888,384)
main-story-columns xyxy=(213,396,1290,864)
article-body xyxy=(6,2014,200,2352)
program-label-badge: कार्यक्रम xyxy=(213,1963,306,1997)
dateline: अयोध्या। xyxy=(354,176,387,187)
chevrons-icon: » xyxy=(983,1402,992,1421)
article-headline: एक ही भवन पर हाउस टैक्स के चार बिल xyxy=(6,904,195,919)
color-mark xyxy=(773,2376,785,2389)
article-headline: पुलिस ने रंगों और खुशी के साथ मनाई होली xyxy=(8,1965,198,2006)
program-band xyxy=(213,1961,1534,1999)
color-mark xyxy=(1369,2376,1381,2389)
article-body xyxy=(1367,1417,1534,1908)
logo-title: विश्ववार्ता xyxy=(153,15,259,48)
section-divider xyxy=(213,1338,1534,1339)
ek-najar-article xyxy=(6,322,200,545)
registration-marks xyxy=(1369,2376,1434,2390)
body-text: शुक्रवार को जमीन के विवाद में बड़े भाई ने छोटे भाई की गला दबाकर हत्या कर दी। होली के दिन हुई इस वारदात से क्षेत्र में सनसनी फैल गई। मृतक इन दिनों घर आया हुआ था और होली मनाने के बाद भाई के साथ विवाद हो गया। विवाद इतना बढ़ गया कि बड़े भाई ने छोटे भाई की हत्या कर दी। आरोपी मौके से फरार हो गया। सूचना पर पहुंची पुलिस ने शव को पोस्टमार्टम के लिए भेजकर आरोपी की तलाश शुरू कर दी है। पुलिस के अनुसार दोनों भाइयों के बीच जमीन को लेकर लंबे समय से विवाद चल रहा था। परिजनों की तहरीर पर हत्या का मुकदमा दर्ज कर लिया गया है। गांव में इस घटना से मातम पसरा है। लोगों का कहना है कि दोनों भाइयों में पहले भी कई बार झगड़ा हो चुका था। पंचायत में मामला सुलझाने की कोशिश भी हुई थी लेकिन दोनों में सुलह नहीं हो सकी। फोरेंसिक टीम ने मौके पर पहुंचकर साक्ष्य जुटाए। xyxy=(213,912,586,1036)
human-rights-headline: मानव अधिकार संबंधी विधि का क्रियान्वयन आज सबसे बड़ी आवश्यकता xyxy=(273,2006,1153,2045)
lead-paragraph xyxy=(354,175,528,261)
